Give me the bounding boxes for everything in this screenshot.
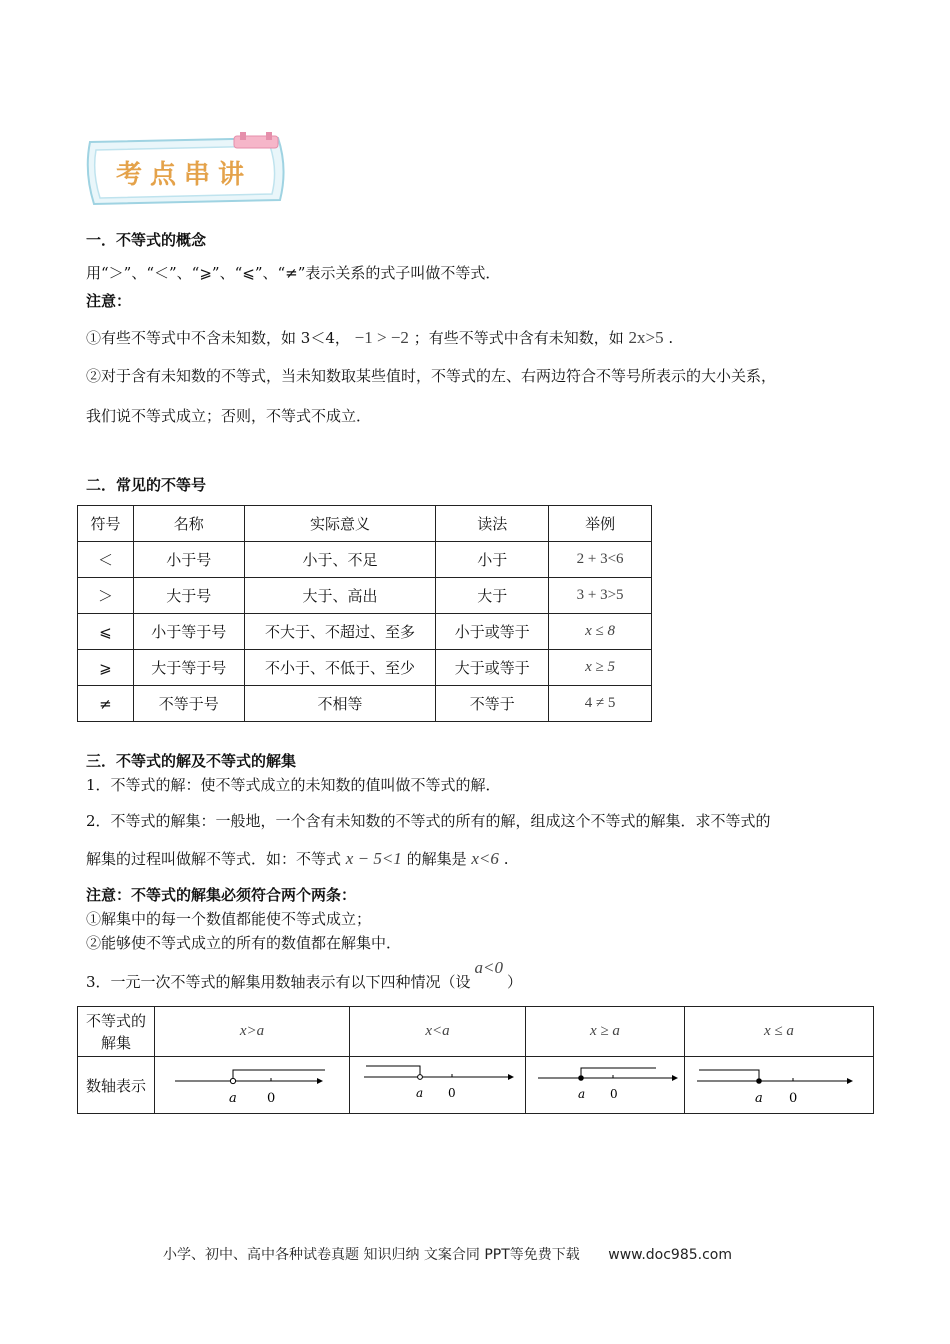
table-header-cell: 符号: [78, 506, 134, 542]
table-header-cell: 名称: [133, 506, 244, 542]
meaning-cell: 不小于、不低于、至少: [244, 650, 436, 686]
number-line-x-gt-a: [155, 1057, 349, 1109]
name-cell: 大于等于号: [133, 650, 244, 686]
tick-label-a: a: [416, 1086, 424, 1100]
number-line-cell: [350, 1057, 526, 1114]
table-row: [78, 578, 652, 614]
table-row: [78, 650, 652, 686]
number-line-cell: [685, 1057, 874, 1114]
table-header-cell: 实际意义: [244, 506, 436, 542]
section1-note1: [86, 327, 673, 349]
tick-label-a: a: [578, 1087, 586, 1101]
section1-definition: 用“＞”、“＜”、“⩾”、“⩽”、“≠”表示关系的式子叫做不等式．: [86, 264, 501, 282]
section3-item3: [86, 958, 523, 993]
solution-set-label-line1: 不等式的: [85, 1011, 146, 1030]
tick-label-a: a: [755, 1091, 763, 1106]
example-cell: 2 + 3<6: [549, 542, 652, 578]
example-cell: x ≤ 8: [549, 614, 652, 650]
note1-end: .: [668, 329, 674, 347]
reading-cell: 小于: [436, 542, 549, 578]
case-expression: x ≥ a: [526, 1007, 685, 1057]
tick-label-0: 0: [789, 1091, 798, 1106]
example-cell: 4 ≠ 5: [549, 686, 652, 722]
name-cell: 小于等于号: [133, 614, 244, 650]
sign-cell: ⩾: [78, 650, 134, 686]
meaning-cell: 大于、高出: [244, 578, 436, 614]
meaning-cell: 不大于、不超过、至多: [244, 614, 436, 650]
footer-text: 小学、初中、高中各种试卷真题 知识归纳 文案合同 PPT等免费下载: [163, 1247, 580, 1263]
note1-text-a: ①有些不等式中不含未知数，如 3＜4，: [86, 329, 350, 347]
meaning-cell: 不相等: [244, 686, 436, 722]
sign-cell: ⩽: [78, 614, 134, 650]
banner-title: 考点串讲: [116, 160, 253, 190]
item3-expr: a<0: [474, 958, 504, 977]
section3-note-heading: 注意：不等式的解集必须符合两个两条：: [86, 886, 357, 904]
section2-heading: 二．常见的不等号: [86, 476, 207, 494]
number-line-label: 数轴表示: [78, 1057, 155, 1114]
table-row: [78, 542, 652, 578]
section3-note2: ②能够使不等式成立的所有的数值都在解集中．: [86, 934, 402, 952]
section-banner: [82, 128, 292, 210]
section3-item2-line1: 2．不等式的解集：一般地，一个含有未知数的不等式的所有的解，组成这个不等式的解集．求不等式的: [86, 812, 771, 830]
table-header-cell: 举例: [549, 506, 652, 542]
item3-text: 3．一元一次不等式的解集用数轴表示有以下四种情况（设: [86, 973, 471, 991]
reading-cell: 不等于: [436, 686, 549, 722]
sign-cell: ＜: [78, 542, 134, 578]
section3-note1: ①解集中的每一个数值都能使不等式成立；: [86, 910, 372, 928]
reading-cell: 大于或等于: [436, 650, 549, 686]
item2-end: .: [503, 850, 509, 868]
footer: [163, 1244, 732, 1264]
case-expression: x ≤ a: [685, 1007, 874, 1057]
name-cell: 不等于号: [133, 686, 244, 722]
section3-item1: 1．不等式的解：使不等式成立的未知数的值叫做不等式的解．: [86, 776, 501, 794]
name-cell: 大于号: [133, 578, 244, 614]
inequality-sign-table: [77, 505, 652, 722]
table-row: [78, 614, 652, 650]
meaning-cell: 小于、不足: [244, 542, 436, 578]
tick-label-0: 0: [610, 1087, 618, 1101]
number-line-cell: [526, 1057, 685, 1114]
section1-note-label: 注意：: [86, 292, 132, 310]
case-expression: x<a: [350, 1007, 526, 1057]
number-line-x-lt-a: [350, 1057, 525, 1109]
number-line-x-le-a: [685, 1057, 873, 1109]
reading-cell: 大于: [436, 578, 549, 614]
item2-text-a: 解集的过程叫做解不等式．如：不等式: [86, 850, 342, 868]
section3-heading: 三．不等式的解及不等式的解集: [86, 752, 297, 770]
solution-set-row: [78, 1007, 874, 1057]
reading-cell: 小于或等于: [436, 614, 549, 650]
example-cell: x ≥ 5: [549, 650, 652, 686]
solution-set-label: [78, 1007, 155, 1057]
note1-text-b: ；有些不等式中含有未知数，如: [413, 329, 624, 347]
item2-expr2: x<6: [471, 849, 499, 868]
number-line-row: [78, 1057, 874, 1114]
case-expression: x>a: [155, 1007, 350, 1057]
solution-set-label-line2: 解集: [100, 1033, 131, 1052]
number-line-cell: [155, 1057, 350, 1114]
solution-set-table: [77, 1006, 874, 1114]
note1-expr2: 2x>5: [628, 328, 664, 347]
table-header-row: [78, 506, 652, 542]
item2-text-b: 的解集是: [406, 850, 467, 868]
footer-url[interactable]: www.doc985.com: [608, 1247, 732, 1263]
tick-label-0: 0: [448, 1086, 456, 1100]
name-cell: 小于号: [133, 542, 244, 578]
table-header-cell: 读法: [436, 506, 549, 542]
section1-heading: 一．不等式的概念: [86, 231, 207, 249]
number-line-x-ge-a: [526, 1057, 684, 1109]
item2-expr1: x − 5<1: [345, 849, 402, 868]
table-row: [78, 686, 652, 722]
tick-label-a: a: [229, 1091, 237, 1106]
example-cell: 3 + 3>5: [549, 578, 652, 614]
note1-expr1: −1 > −2: [354, 328, 409, 347]
tick-label-0: 0: [267, 1091, 276, 1106]
item3-end: ）: [507, 973, 523, 991]
section3-item2-line2: [86, 848, 508, 870]
sign-cell: ≠: [78, 686, 134, 722]
sign-cell: ＞: [78, 578, 134, 614]
section1-note2-line2: 我们说不等式成立；否则，不等式不成立．: [86, 407, 372, 425]
section1-note2-line1: ②对于含有未知数的不等式，当未知数取某些值时，不等式的左、右两边符合不等号所表示的大小关系，: [86, 367, 777, 385]
